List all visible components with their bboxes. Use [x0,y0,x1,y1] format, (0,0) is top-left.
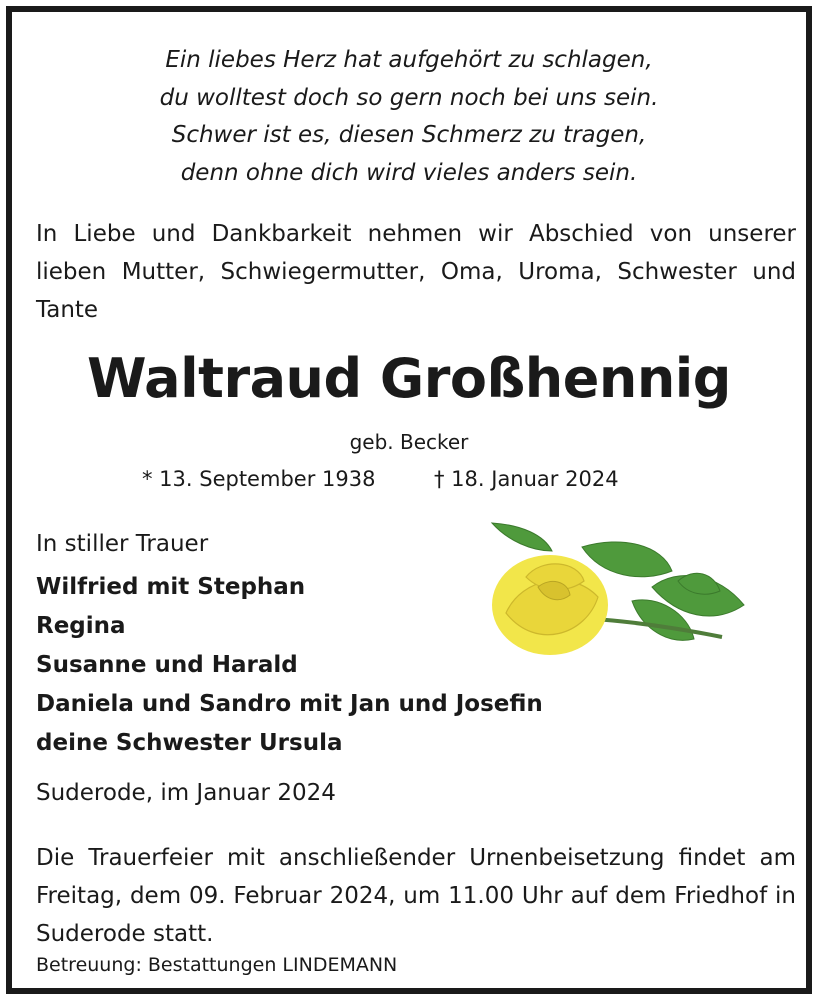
mourners-intro: In stiller Trauer [36,531,209,557]
mourner-entry: Wilfried mit Stephan [36,574,306,600]
mourner-entry: Susanne und Harald [36,652,298,678]
poem-line: denn ohne dich wird vieles anders sein. [180,159,638,186]
obituary-frame [6,6,812,994]
birth-date: * 13. September 1938 [142,467,376,491]
mourner-entry: Regina [36,613,126,639]
undertaker-credit: Betreuung: Bestattungen LINDEMANN [36,954,398,976]
mourner-entry: Daniela und Sandro mit Jan und Josefin [36,691,543,717]
intro-text: In Liebe und Dankbarkeit nehmen wir Abschied von unserer lieben Mutter, Schwiegermutter, Oma, Uroma, Schwester und Tante [36,221,796,323]
mourner-entry: deine Schwester Ursula [36,730,343,756]
yellow-rose-icon [482,517,762,677]
place-date: Suderode, im Januar 2024 [36,780,336,806]
death-date: † 18. Januar 2024 [434,467,619,491]
ceremony-text: Die Trauerfeier mit anschließender Urnenbeisetzung findet am Freitag, dem 09. Februar 2024, um 11.00 Uhr auf dem Friedhof in Suderode statt. [36,845,796,947]
poem-line: Schwer ist es, diesen Schmerz zu tragen, [171,122,647,148]
deceased-name: Waltraud Großhennig [87,347,731,410]
poem [12,42,806,192]
maiden-name: geb. Becker [349,430,469,454]
poem-line: Ein liebes Herz hat aufgehört zu schlagen, [165,47,653,73]
mourners-list [36,568,543,763]
poem-line: du wolltest doch so gern noch bei uns sein. [159,84,659,111]
